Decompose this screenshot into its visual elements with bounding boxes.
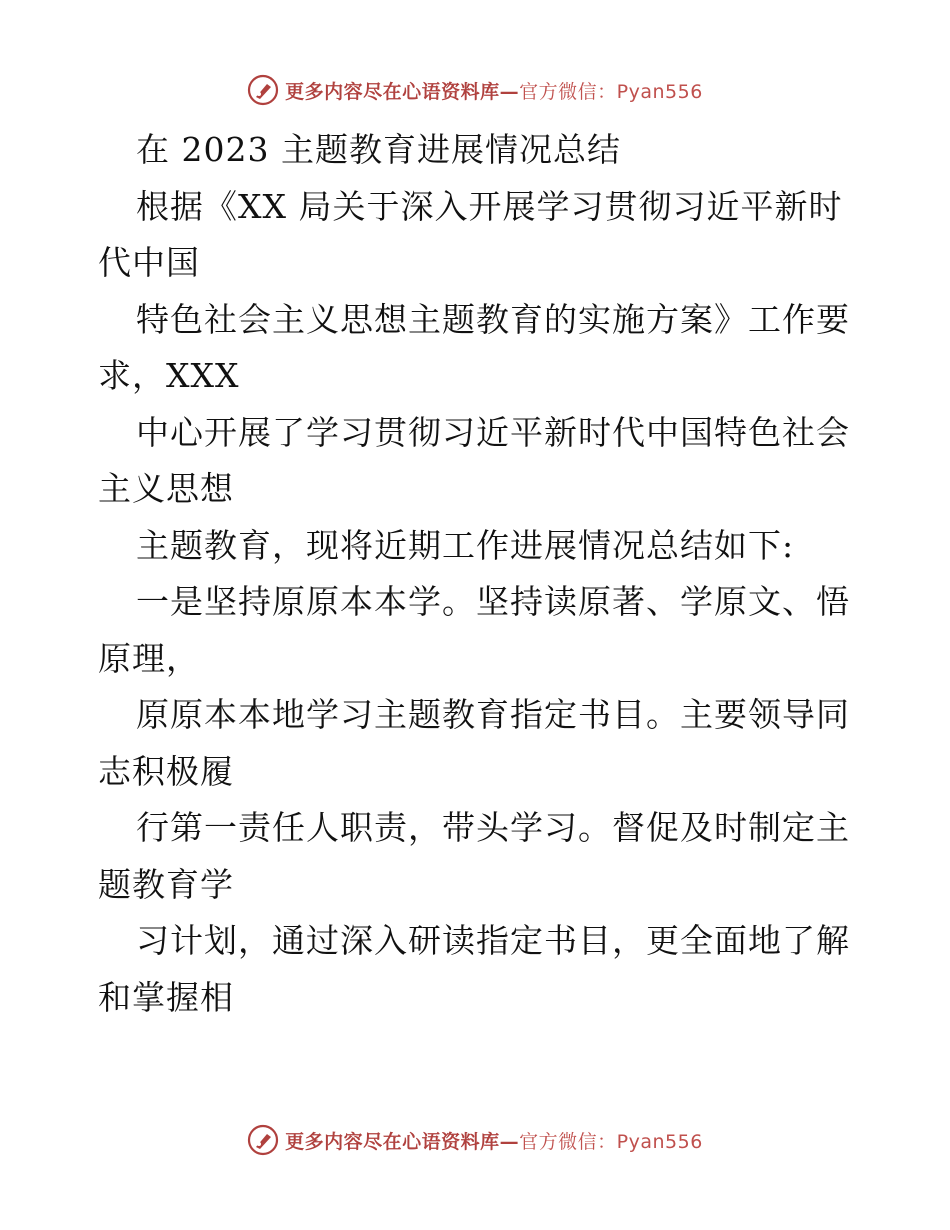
paragraph-line: 代中国 xyxy=(98,243,200,282)
paragraph-line: 行第一责任人职责，带头学习。督促及时制定主 xyxy=(136,808,850,847)
paragraph-line: 志积极履 xyxy=(98,751,234,791)
paragraph-line: 中心开展了学习贯彻习近平新时代中国特色社会 xyxy=(136,412,850,452)
footer-contact: 官方微信：Pyan556 xyxy=(519,1130,703,1153)
header-promo-text xyxy=(285,77,703,104)
footer-promo: 更多内容尽在心语资料库 xyxy=(285,1130,500,1153)
header-promo: 更多内容尽在心语资料库 xyxy=(285,80,500,103)
document-body xyxy=(98,122,868,1026)
footer-promo-text xyxy=(285,1127,703,1154)
header-banner xyxy=(0,70,950,110)
paragraph-line: 主义思想 xyxy=(98,469,234,508)
pen-nib-logo-icon xyxy=(247,74,279,106)
paragraph-line: 一是坚持原原本本学。坚持读原著、学原文、悟 xyxy=(136,582,850,621)
pen-nib-logo-icon xyxy=(247,1124,279,1156)
paragraph-line: 原原本本地学习主题教育指定书目。主要领导同 xyxy=(136,695,850,734)
paragraph-line: 主题教育，现将近期工作进展情况总结如下: xyxy=(136,525,795,565)
paragraph-line: 和掌握相 xyxy=(98,977,234,1017)
paragraph-line: 题教育学 xyxy=(98,864,234,904)
paragraph-line: 特色社会主义思想主题教育的实施方案》工作要 xyxy=(136,299,850,339)
footer-banner xyxy=(0,1120,950,1160)
paragraph-line: 习计划，通过深入研读指定书目，更全面地了解 xyxy=(136,921,850,960)
document-title: 在 2023 主题教育进展情况总结 xyxy=(136,130,621,169)
footer-dash: — xyxy=(499,1130,520,1153)
paragraph-line: 原理， xyxy=(98,638,200,678)
paragraph-line: 求，XXX xyxy=(98,356,240,395)
header-contact: 官方微信：Pyan556 xyxy=(519,80,703,103)
paragraph-line: 根据《XX 局关于深入开展学习贯彻习近平新时 xyxy=(136,186,843,226)
header-dash: — xyxy=(499,80,520,103)
